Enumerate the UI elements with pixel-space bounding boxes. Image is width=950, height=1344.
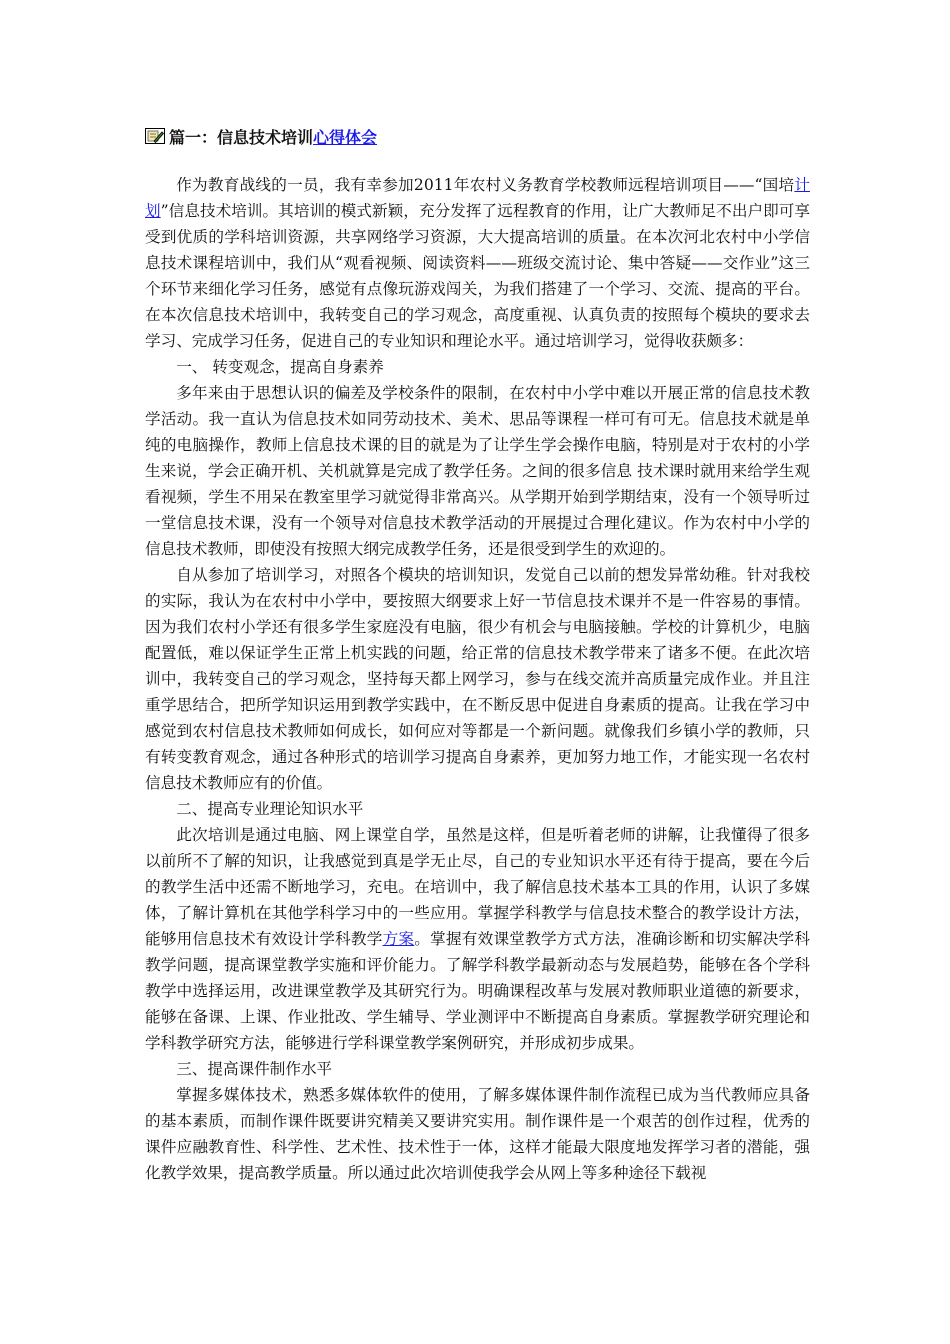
title-prefix: 篇一：信息技术培训	[169, 127, 314, 147]
section-heading-2: 二、提高专业理论知识水平	[176, 800, 364, 818]
title-link[interactable]: 心得体会	[313, 127, 378, 147]
paragraph-text: 。掌握有效课堂教学方式方法，准确诊断和切实解决学科教学问题，提高课堂教学实施和评价能力。了解学科教学最新动态与发展趋势，能够在各个学科教学中选择运用，改进课堂教学及其研究行为。明确课程改革与发展对教师职业道德的新要求，能够在备课、上课、作业批改、学生辅导、学业测评中不断提高自身素质。掌握教学研究理论和学科教学研究方法，能够进行学科课堂教学案例研究，并形成初步成果。	[145, 930, 810, 1052]
note-pencil-icon	[145, 128, 165, 144]
section-heading-3: 三、提高课件制作水平	[176, 1060, 333, 1078]
paragraph-text: 作为教育战线的一员，我有幸参加2011年农村义务教育学校教师远程培训项目——“国培	[176, 176, 795, 194]
article-title	[145, 124, 377, 148]
article-body	[145, 172, 810, 1186]
section-heading-1: 一、 转变观念，提高自身素养	[176, 358, 384, 376]
paragraph: 自从参加了培训学习，对照各个模块的培训知识，发觉自己以前的想发异常幼稚。针对我校的实际，我认为在农村中小学中，要按照大纲要求上好一节信息技术课并不是一件容易的事情。因为我们农村小学还有很多学生家庭没有电脑，很少有机会与电脑接触。学校的计算机少，电脑配置低，难以保证学生正常上机实践的问题，给正常的信息技术教学带来了诸多不便。在此次培训中，我转变自己的学习观念，坚持每天都上网学习，参与在线交流并高质量完成作业。并且注重学思结合，把所学知识运用到教学实践中，在不断反思中促进自身素质的提高。让我在学习中感觉到农村信息技术教师如何成长，如何应对等都是一个新问题。就像我们乡镇小学的教师，只有转变教育观念，通过各种形式的培训学习提高自身素养，更加努力地工作，才能实现一名农村信息技术教师应有的价值。	[145, 566, 810, 792]
paragraph-intro	[145, 172, 810, 354]
paragraph	[145, 822, 810, 1056]
plan-link[interactable]: 计划	[145, 176, 810, 220]
paragraph-text: ”信息技术培训。其培训的模式新颖，充分发挥了远程教育的作用，让广大教师足不出户即可享受到优质的学科培训资源，共享网络学习资源，大大提高培训的质量。在本次河北农村中小学信息技术课程培训中，我们从“观看视频、阅读资料——班级交流讨论、集中答疑——交作业”这三个环节来细化学习任务，感觉有点像玩游戏闯关，为我们搭建了一个学习、交流、提高的平台。在本次信息技术培训中，我转变自己的学习观念，高度重视、认真负责的按照每个模块的要求去学习、完成学习任务，促进自己的专业知识和理论水平。通过培训学习，觉得收获颇多：	[145, 202, 810, 350]
scheme-link[interactable]: 方案	[382, 930, 415, 948]
paragraph: 多年来由于思想认识的偏差及学校条件的限制，在农村中小学中难以开展正常的信息技术教学活动。我一直认为信息技术如同劳动技术、美术、思品等课程一样可有可无。信息技术就是单纯的电脑操作，教师上信息技术课的目的就是为了让学生学会操作电脑，特别是对于农村的小学生来说，学会正确开机、关机就算是完成了教学任务。之间的很多信息 技术课时就用来给学生观看视频，学生不用呆在教室里学习就觉得非常高兴。从学期开始到学期结束，没有一个领导听过一堂信息技术课，没有一个领导对信息技术教学活动的开展提过合理化建议。作为农村中小学的信息技术教师，即使没有按照大纲完成教学任务，还是很受到学生的欢迎的。	[145, 384, 810, 558]
paragraph-text: 此次培训是通过电脑、网上课堂自学，虽然是这样，但是听着老师的讲解，让我懂得了很多以前所不了解的知识，让我感觉到真是学无止尽，自己的专业知识水平还有待于提高，要在今后的教学生活中还需不断地学习，充电。在培训中，我了解信息技术基本工具的作用，认识了多媒体，了解计算机在其他学科学习中的一些应用。掌握学科教学与信息技术整合的教学设计方法，能够用信息技术有效设计学科教学	[145, 826, 810, 948]
paragraph: 掌握多媒体技术，熟悉多媒体软件的使用，了解多媒体课件制作流程已成为当代教师应具备的基本素质，而制作课件既要讲究精美又要讲究实用。制作课件是一个艰苦的创作过程，优秀的课件应融教育性、科学性、艺术性、技术性于一体，这样才能最大限度地发挥学习者的潜能，强化教学效果，提高教学质量。所以通过此次培训使我学会从网上等多种途径下载视	[145, 1086, 810, 1182]
